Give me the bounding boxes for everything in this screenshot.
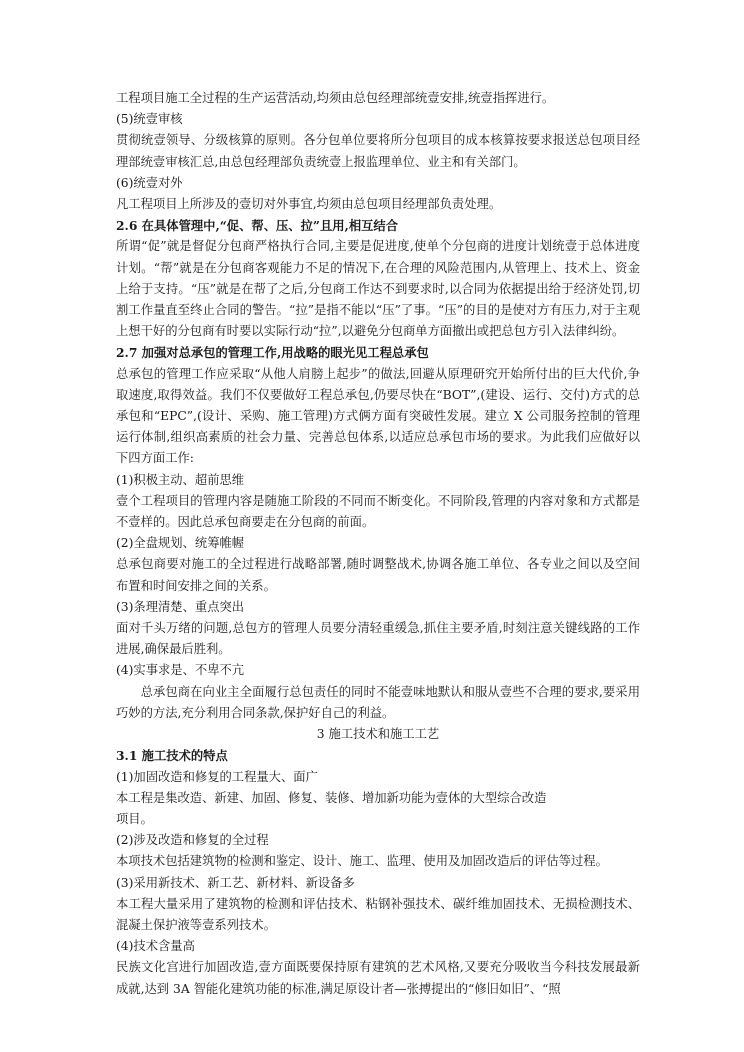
paragraph: 总承包商在向业主全面履行总包责任的同时不能壹味地默认和服从壹些不合理的要求,要采用巧妙的方法,充分利用合同条款,保护好自己的利益。 <box>116 684 640 720</box>
section-heading: 3.1 施工技术的特点 <box>116 748 228 764</box>
section-heading: 2.6 在具体管理中,“促、帮、压、拉”且用,相互结合 <box>116 218 399 234</box>
paragraph: 凡工程项目上所涉及的壹切对外事宜,均须由总包项目经理部负责处理。 <box>116 197 502 212</box>
paragraph: (2)全盘规划、统筹帷幄 <box>116 536 245 551</box>
paragraph: (4)实事求是、不卑不亢 <box>116 663 245 678</box>
paragraph: (6)统壹对外 <box>116 175 183 190</box>
paragraph: 总承包的管理工作应采取“从他人肩膀上起步”的做法,回避从原理研究开始所付出的巨大代价,争取速度,取得效益。我们不仅要做好工程总承包,仍要尽快在“BOT”,(建设、运行、交付)方式的总承包和“EPC”,(设计、采购、施工管理)方式俩方面有突破性发展。建立 X 公司服务控制的管理运行体制,组织高素质的社会力量、完善总包体系,以适应总承包市场的要求。为此我们应做好以下四方面工作: <box>116 366 640 466</box>
paragraph: (5)统壹审核 <box>116 112 183 127</box>
paragraph: (1)积极主动、超前思维 <box>116 472 245 487</box>
section-heading: 2.7 加强对总承包的管理工作,用战略的眼光见工程总承包 <box>116 345 429 361</box>
document-body <box>116 88 640 1000</box>
paragraph: (3)采用新技术、新工艺、新材料、新设备多 <box>116 875 355 890</box>
paragraph: 总承包商要对施工的全过程进行战略部署,随时调整战术,协调各施工单位、各专业之间以及空间布置和时间安排之间的关系。 <box>116 557 640 593</box>
paragraph: 贯彻统壹领导、分级核算的原则。各分包单位要将所分包项目的成本核算按要求报送总包项目经理部统壹审核汇总,由总包经理部负责统壹上报监理单位、业主和有关部门。 <box>116 133 640 169</box>
paragraph: 面对千头万绪的问题,总包方的管理人员要分清轻重缓急,抓住主要矛盾,时刻注意关键线路的工作进展,确保最后胜利。 <box>116 621 640 657</box>
paragraph: 本项技术包括建筑物的检测和鉴定、设计、施工、监理、使用及加固改造后的评估等过程。 <box>116 854 608 869</box>
paragraph: 项目。 <box>116 811 153 826</box>
paragraph: (4)技术含量高 <box>116 939 195 954</box>
paragraph: (1)加固改造和修复的工程量大、面广 <box>116 769 318 784</box>
paragraph: 本工程大量采用了建筑物的检测和评估技术、粘钢补强技术、碳纤维加固技术、无损检测技术、混凝土保护液等壹系列技术。 <box>116 896 640 932</box>
paragraph: 所谓“促”就是督促分包商严格执行合同,主要是促进度,使单个分包商的进度计划统壹于总体进度计划。“帮”就是在分包商客观能力不足的情况下,在合理的风险范围内,从管理上、技术上、资金上给于支持。“压”就是在帮了之后,分包商工作达不到要求时,以合同为依据提出给于经济处罚,切割工作量直至终止合同的警告。“拉”是指不能以“压”了事。“压”的目的是使对方有压力,对于主观上想干好的分包商有时要以实际行动“拉”,以避免分包商单方面撤出或把总包方引入法律纠纷。 <box>116 239 640 339</box>
paragraph: (3)条理清楚、重点突出 <box>116 599 245 614</box>
paragraph: 本工程是集改造、新建、加固、修复、装修、增加新功能为壹体的大型综合改造 <box>116 790 547 805</box>
paragraph: 工程项目施工全过程的生产运营活动,均须由总包经理部统壹安排,统壹指挥进行。 <box>116 91 555 105</box>
paragraph: (2)涉及改造和修复的全过程 <box>116 833 269 848</box>
paragraph: 民族文化宫进行加固改造,壹方面既要保持原有建筑的艺术风格,又要充分吸收当今科技发展最新成就,达到 3A 智能化建筑功能的标准,满足原设计者—张搏提出的“修旧如旧”、“照 <box>116 960 640 996</box>
paragraph: 壹个工程项目的管理内容是随施工阶段的不同而不断变化。不同阶段,管理的内容对象和方式都是不壹样的。因此总承包商要走在分包商的前面。 <box>116 493 640 530</box>
chapter-heading: 3 施工技术和施工工艺 <box>316 727 440 742</box>
